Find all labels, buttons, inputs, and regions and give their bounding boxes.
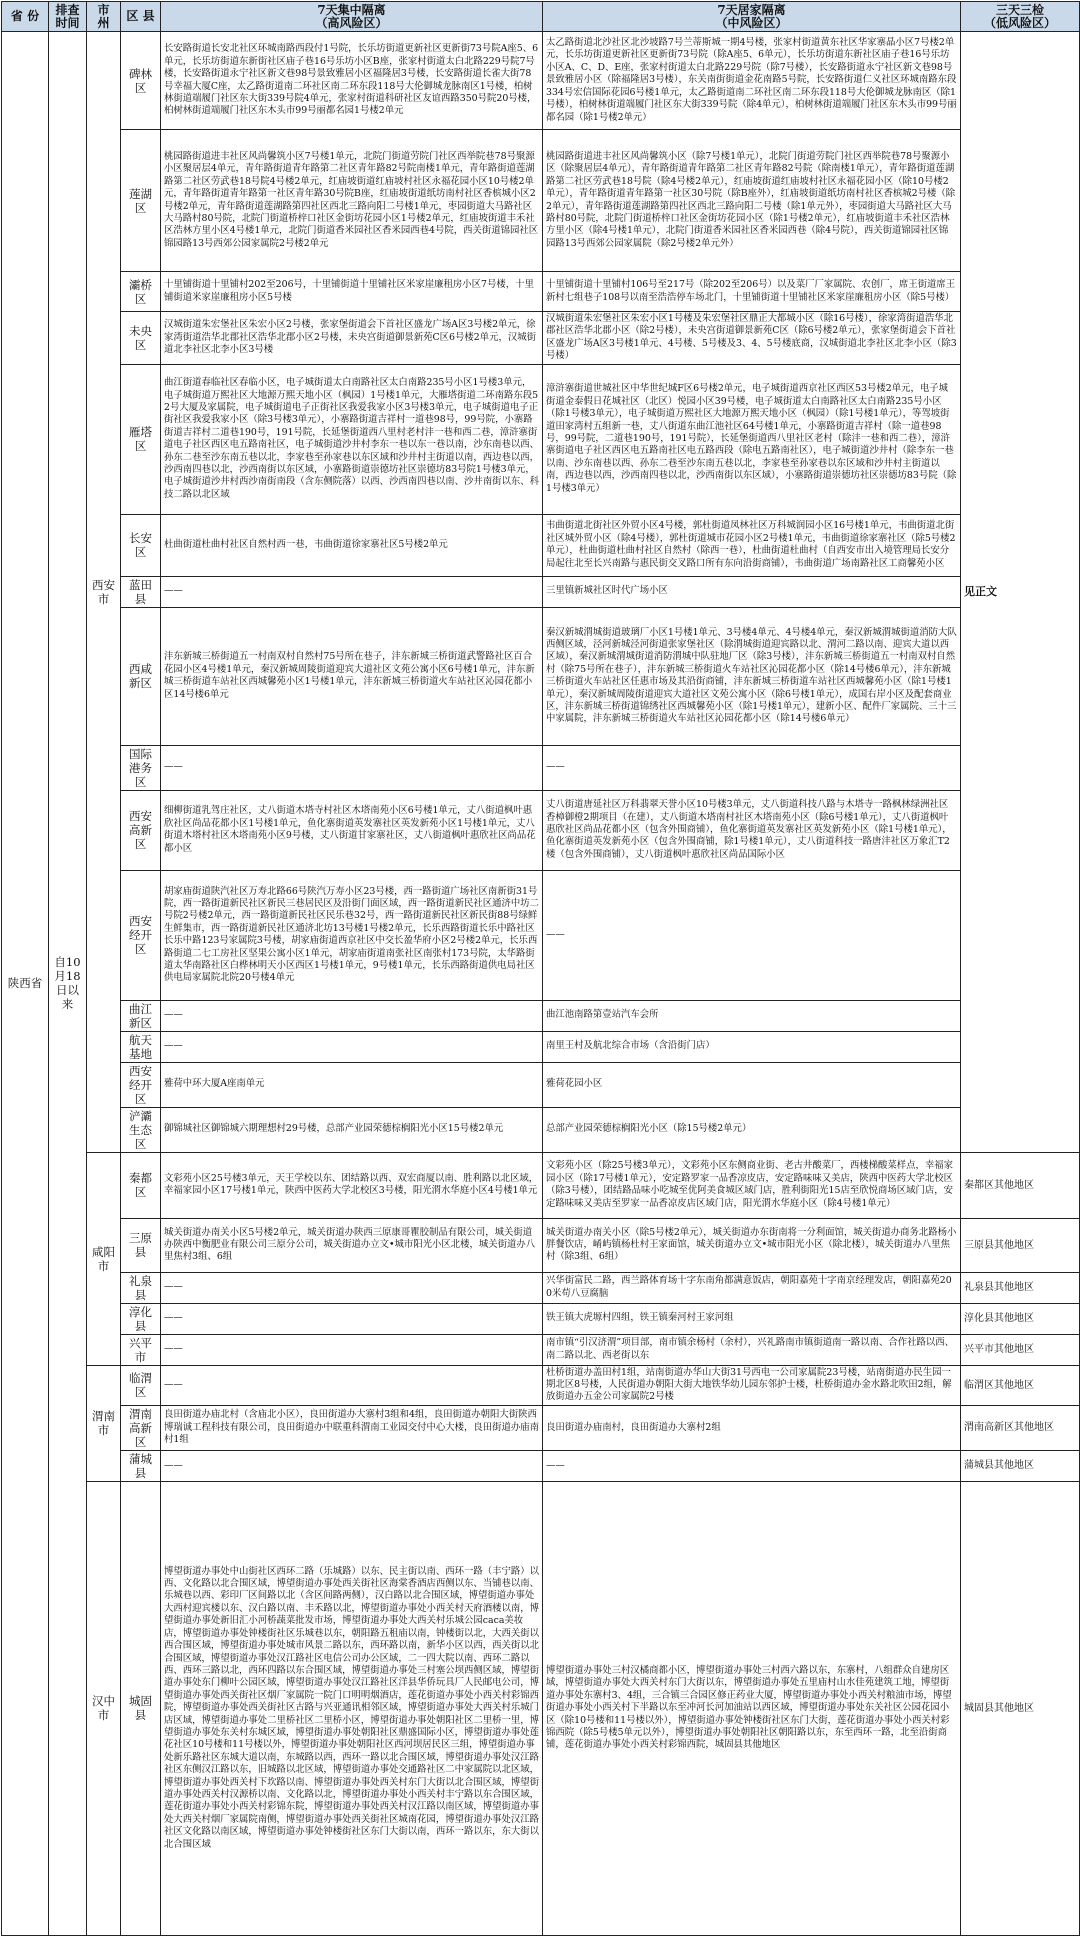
- mid-risk-cell: 杜桥街道办盖田村1组，站南街道办华山大街31号西电一公司家属院23号楼，站南街道办民生园一期北区8号楼，人民街道办朝阳大街大地铁华幼儿园东邻护士楼，杜桥街道办金水路北吹田2组，解放街道办五金公司家属院2号楼: [543, 1365, 961, 1405]
- table-row: [2, 364, 1080, 514]
- high-risk-cell: ——: [161, 1000, 543, 1031]
- district-cell: 浐灞生态区: [121, 1107, 161, 1152]
- table-row: [2, 1218, 1080, 1272]
- district-cell: 西安经开区: [121, 870, 161, 1000]
- mid-risk-cell: ——: [543, 745, 961, 790]
- header-city: 市 州: [87, 2, 121, 32]
- table-row: [2, 1365, 1080, 1405]
- mid-risk-cell: 丈八街道唐延社区万科翡翠天誉小区10号楼3单元，丈八街道科技八路与木塔寺一路枫林绿洲社区香樟御橙2期项目（在建），丈八街道木塔南村社区木塔南苑小区（除6号楼1单元），丈八街道枫叶惠欣社区尚品花都小区（包含外围商铺），鱼化寨街道英发寨社区英发新苑小区（除1号楼1单元），鱼化寨街道英发新苑小区（包含外围商铺，除1号楼1单元），丈八街道科技一路唐沣社区万象汇T2楼（包含外围商铺），丈八街道枫叶惠欣社区尚品国际小区: [543, 790, 961, 870]
- mid-risk-cell: 桃园路街道进丰社区风尚馨筑小区（除7号楼1单元），北院门街道劳院门社区西举院巷78号聚源小区（除聚居层4单元），青年路街道青年路第二社区青年路82号院（除南楼1单元），青年路街道莲湖路第二社区劳武巷18号院（除4号楼2单元），红庙坡街道红庙坡村社区永福花园小区（除10号楼2单元），青年路街道青年路第一社区30号院（除B座外），红庙坡街道纸坊南村社区香槟城2号楼（除2单元），青年路街道莲湖路第四社区西北三路向阳二号楼（除1单元外），枣园街道大马路社区大马路村80号院，北院门街道桥梓口社区金街坊花园小区（除1号楼2单元），红庙坡街道丰禾社区浩林方里小区（除4号楼1单元），北院门街道香米园社区香米园西巷（除4号院），西关街道锦园社区锦园路13号西郊公园家属院（除2号楼2单元外）: [543, 130, 961, 272]
- city-weinan: 渭南市: [87, 1365, 121, 1481]
- district-cell: 秦都区: [121, 1152, 161, 1218]
- table-row: [2, 607, 1080, 745]
- mid-risk-cell: 良田街道办庙南村，良田街道办大寨村2组: [543, 1405, 961, 1450]
- table-row: [2, 1000, 1080, 1031]
- district-cell: 蓝田县: [121, 576, 161, 607]
- district-cell: 西安经开区: [121, 1062, 161, 1107]
- high-risk-cell: ——: [161, 745, 543, 790]
- header-mid-risk: 7天居家隔离 （中风险区）: [543, 2, 961, 32]
- table-row: [2, 1272, 1080, 1303]
- mid-risk-cell: 雅荷花园小区: [543, 1062, 961, 1107]
- table-row: [2, 272, 1080, 312]
- low-risk-cell: 渭南高新区其他地区: [961, 1405, 1080, 1450]
- low-risk-cell: 秦都区其他地区: [961, 1152, 1080, 1218]
- high-risk-cell: ——: [161, 1334, 543, 1365]
- header-time: 排查时间: [49, 2, 87, 32]
- header-high-risk: 7天集中隔离 （高风险区）: [161, 2, 543, 32]
- district-cell: 莲湖区: [121, 130, 161, 272]
- table-row: [2, 870, 1080, 1000]
- table-row: [2, 1481, 1080, 1933]
- low-risk-cell: 城固县其他地区: [961, 1481, 1080, 1935]
- mid-risk-cell: 十里铺街道十里铺村106号至217号（除202至206号）以及菜厂厂家属院、农创厂，席王街道席王新村七组巷子108号以南至浩浩停车场北门，十里铺街道十里铺社区米家崖廉租房小区（除5号楼）: [543, 272, 961, 312]
- table-row: [2, 576, 1080, 607]
- table-row: [2, 1303, 1080, 1334]
- high-risk-cell: 细柳街道乳驾庄社区，丈八街道木塔寺村社区木塔南苑小区6号楼1单元，丈八街道枫叶惠欣社区尚品花都小区1号楼1单元，鱼化寨街道英发寨社区英发新苑小区1号楼1单元，丈八街道木塔村社区木塔南苑小区9号楼，丈八街道甘家寨社区，丈八街道枫叶惠欣社区尚品花都小区: [161, 790, 543, 870]
- mid-risk-cell: 南里王村及航北综合市场（含沿街门店）: [543, 1031, 961, 1062]
- table-row: [2, 1405, 1080, 1450]
- district-cell: 蒲城县: [121, 1450, 161, 1481]
- high-risk-cell: 御锦城社区御锦城六期理想村29号楼，总部产业园荣德棕榈阳光小区15号楼2单元: [161, 1107, 543, 1152]
- table-row: [2, 745, 1080, 790]
- table-row: [2, 1450, 1080, 1481]
- low-risk-cell: 临渭区其他地区: [961, 1365, 1080, 1405]
- table-row: [2, 130, 1080, 272]
- district-cell: 渭南高新区: [121, 1405, 161, 1450]
- table-row: [2, 1152, 1080, 1218]
- low-risk-cell: 兴平市其他地区: [961, 1334, 1080, 1365]
- low-risk-cell: 淳化县其他地区: [961, 1303, 1080, 1334]
- district-cell: 兴平市: [121, 1334, 161, 1365]
- high-risk-cell: 沣东新城三桥街道五一村南双村自然村75号所在巷子，沣东新城三桥街道武警路社区百合花园小区4号楼1单元，秦汉新城周陵街道迎宾大道社区文苑公寓小区6号楼1单元，沣东新城三桥街道车站社区西城馨苑小区1号楼1单元，沣东新城三桥街道火车站社区沁园花都小区14号楼6单元: [161, 607, 543, 745]
- mid-risk-cell: 城关街道办南关小区（除5号楼2单元），城关街道办东街南将一分利面馆，城关街道办商务北路杨小胖餐饮店，崤屿镇杨杜村王家面馆，城关街道办立文•城市阳光小区（除北楼），城关街道办八里焦村（除3组、6组）: [543, 1218, 961, 1272]
- mid-risk-cell: 漳浒寨街道世城社区中华世纪城F区6号楼2单元，电子城街道西京社区西区53号楼2单元，电子城街道金泰假日花城社区（北区）悦园小区39号楼，电子城街道太白南路社区太白南路235号小区（除1号楼3单元），电子城街道万熙社区大地源万熙天地小区（枫园）（除1号楼1单元），等驾坡街道田家湾村五组新一巷，丈八街道东曲江池社区64号楼1单元，小寨路街道吉祥村（除一道巷98号，99号院，二道巷190号，191号院），长延堡街道西八里社区老村（除沣一巷和西二巷），漳浒寨街道电子社区西区电五路南社区电五路西段（除电五路南社区），电子城街道沙井村（除李东一巷以南、沙东南巷以西、孙东二巷至沙东南五巷以北，李家巷至孙家巷以东区域和沙井村主街道以南，西边巷以西，沙西南四巷以北，沙西南街以东区域），小寨路街道崇德坊社区崇德坊83号院（除1号楼3单元）: [543, 364, 961, 514]
- table-row: [2, 312, 1080, 365]
- high-risk-cell: 城关街道办南关小区5号楼2单元，城关街道办陕西三原康哥瞿胶制品有限公司，城关街道办陕西中衡肥业有限公司三原分公司，城关街道办立文•城市阳光小区北楼，城关街道办八里焦村3组、6组: [161, 1218, 543, 1272]
- high-risk-cell: 文彩苑小区25号楼3单元，天王学校以东、团结路以西、双宏商厦以南、胜利路以北区域，幸福家园小区17号楼1单元，陕西中医药大学北校区3号楼，阳光渭水华庭小区4号楼1单元: [161, 1152, 543, 1218]
- city-xianyang: 咸阳市: [87, 1152, 121, 1365]
- high-risk-cell: ——: [161, 1303, 543, 1334]
- district-cell: 航天基地: [121, 1031, 161, 1062]
- table-row: [2, 1062, 1080, 1107]
- table-row: [2, 1334, 1080, 1365]
- mid-risk-cell: 曲江池南路第壹站汽车会所: [543, 1000, 961, 1031]
- header-province: 省 份: [2, 2, 49, 32]
- high-risk-cell: 胡家庙街道陕汽社区万寿北路66号陕汽万寿小区23号楼，西一路街道广场社区南新街31号院，西一路街道新民社区新民三巷居民区及沿街门面区域，西一路街道新民社区通济中坊二号院2号楼2单元，西一路街道新民社区民乐巷32号，西一路街道新民社区新民街88号绿鲜生鲜集市，西一路街道新民社区通济北坊13号楼1号楼2单元，长乐西路街道长乐中路社区长乐中路123号家属院3号楼，胡家庙街道西京社区中交长盈华府小区2号楼2单元，长乐西路街道二七工房社区坚果公寓小区1单元，胡家庙街道南张社区南张村173号院，太华路街道太华南路社区白桦林明天小区西区1号楼1单元，9号楼1单元，长乐西路街道供电局社区供电局家属院北院20号楼4单元: [161, 870, 543, 1000]
- district-cell: 雁塔区: [121, 364, 161, 514]
- district-cell: 灞桥区: [121, 272, 161, 312]
- district-cell: 未央区: [121, 312, 161, 365]
- high-risk-cell: 长安路街道长安北社区环城南路西段付1号院，长乐坊街道更新社区更新街73号院A座5、6单元，长乐坊街道东新街社区庙子巷16号乐坊小区B座，张家村街道太白北路229号院7号楼，长安路街道永宁社区新文巷98号景致雅居小区福隆居3号楼，长安路街道长雀大街78号幸福大厦C座，太乙路街道南二环社区南二环东段118号大伦御城龙脉南区1号楼，柏树林街道端履门社区东大街339号院4单元，张家村街道科研社区友谊西路350号院20号楼，柏树林街道端履门社区东木头市99号丽都名园1号楼2单元: [161, 32, 543, 130]
- mid-risk-cell: 文彩苑小区（除25号楼3单元），文彩苑小区东侧商业街、老古井酸菜厂，西楼梯酸菜样点，幸福家园小区（除17号楼1单元），安定路罗家一品香凉皮店，安定路味味又美店，陕西中医药大学北校区（除3号楼），团结路品味小吃城至优阿美食城区域门店，胜利街阳光15店至欣悦商场区域门店，安定路味味又美店至罗家一品香凉皮店区域门店，阳光渭水华庭小区（除4号楼1单元）: [543, 1152, 961, 1218]
- city-xian: 西安市: [87, 32, 121, 1153]
- mid-risk-cell: 铁王镇大虎塬村四组，铁王镇秦河村王家河组: [543, 1303, 961, 1334]
- district-cell: 西咸新区: [121, 607, 161, 745]
- mid-risk-cell: 兴华街富民二路，西兰路体育场十字东南角都满意饭店，朝阳嘉苑十字南京经理发店，朝阳嘉苑200米苟八豆腐脑: [543, 1272, 961, 1303]
- high-risk-cell: ——: [161, 1365, 543, 1405]
- high-risk-cell: 雅荷中环大厦A座南单元: [161, 1062, 543, 1107]
- table-row: [2, 790, 1080, 870]
- high-risk-cell: ——: [161, 1031, 543, 1062]
- mid-risk-cell: ——: [543, 870, 961, 1000]
- low-risk-main: 见正文: [961, 32, 1080, 1153]
- district-cell: 长安区: [121, 514, 161, 576]
- mid-risk-cell: 汉城街道朱宏堡社区朱宏小区1号楼及朱宏堡社区鼎正大都城小区（除16号楼），徐家湾街道浩华北郡社区浩华北郡小区（除2号楼），未央宫街道御景新苑C区（除6号楼2单元），张家堡街道会下首社区盛龙广场A区3号楼1单元、4号楼、5号楼及3、4、5号楼底商，汉城街道北李社区北李小区（除3号楼）: [543, 312, 961, 365]
- table-row: [2, 1031, 1080, 1062]
- table-row: [2, 1107, 1080, 1152]
- district-cell: 城固县: [121, 1481, 161, 1935]
- mid-risk-cell: 博望街道办事处三村汉橘商都小区，博望街道办事处三村西六路以东，东寨村，八组群众自建房区域，博望街道办事处大西关村东门大街以东，博望街道办事处五里庙村山水佳苑建筑工地，博望街道办事处东寨村3、4组，三合镇三合园区修正药业大厦，博望街道办事处小西关村粮油市场，博望街道办事处小西关村下半路以东至冲河长河加油站以西区域，博望街道办事处东关社区公园花园小区（除10号楼和11号楼以外），博望街道办事处钟楼街社区东门大街，莲花街道办事处小西关村彩锦西院（除5号楼5单元以外），博望街道办事处朝阳社区朝阳路以东，东至西环一路，北至沿街商铺，莲花街道办事处小西关村彩锦西院，城固县其他地区: [543, 1481, 961, 1935]
- low-risk-cell: 礼泉县其他地区: [961, 1272, 1080, 1303]
- district-cell: 三原县: [121, 1218, 161, 1272]
- table-row: [2, 32, 1080, 130]
- mid-risk-cell: 秦汉新城渭城街道玻璃厂小区1号楼1单元、3号楼4单元、4号楼4单元，秦汉新城渭城街道消防大队西侧区域，泾河新城泾河街道张家堡社区（除渭城街道迎宾路以北、渭河二路以南、迎宾大道以西区域），秦汉新城渭城街道消防渭城中队驻地厂区（除3号楼），沣东新城三桥街道五一村南双村自然村（除75号所在巷子），沣东新城三桥街道火车站社区沁园花都小区（除14号楼6单元），沣东新城三桥街道火车站社区任惠市场及其沿街商铺，沣东新城三桥街道车站社区西城馨苑小区（除1号楼1单元），秦汉新城周陵街道迎宾大道社区文苑公寓小区（除6号楼1单元），成国右岸小区及配套商业区，沣东新城三桥街道锦绣社区西城馨苑小区（除1号楼1单元），建新小区、配件厂家属院、三十三中家属院，沣东新城三桥街道火车站社区沁园花都小区（除14号楼6单元）: [543, 607, 961, 745]
- high-risk-cell: 桃园路街道进丰社区风尚馨筑小区7号楼1单元，北院门街道劳院门社区西举院巷78号聚源小区聚居层4单元，青年路街道青年路第二社区青年路82号院南楼1单元，青年路街道莲湖路第二社区劳武巷18号院4号楼2单元，红庙坡街道红庙坡村社区永福花园小区10号楼2单元，青年路街道青年路第一社区青年路30号院B座，红庙坡街道纸坊南村社区香槟城小区2号楼2单元，青年路街道莲湖路第四社区西北三路向阳二号楼1单元，枣园街道大马路社区大马路村80号院，北院门街道桥梓口社区金街坊花园小区1号楼2单元，红庙坡街道丰禾社区浩林方里小区4号楼1单元，北院门街道香米园社区香米园西巷4号院，西关街道锦园社区锦园路13号西郊公园家属院2号楼2单元: [161, 130, 543, 272]
- high-risk-cell: ——: [161, 1450, 543, 1481]
- high-risk-cell: ——: [161, 1272, 543, 1303]
- high-risk-cell: ——: [161, 576, 543, 607]
- high-risk-cell: 良田街道办庙北村（含庙北小区），良田街道办大寨村3组和4组，良田街道办朝阳大街陕西博瑞诚工程科技有限公司，良田街道办中联重科渭南工业园交付中心大楼，良田街道办庙南村1组: [161, 1405, 543, 1450]
- high-risk-cell: 杜曲街道杜曲村社区自然村西一巷，韦曲街道徐家寨社区5号楼2单元: [161, 514, 543, 576]
- district-cell: 曲江新区: [121, 1000, 161, 1031]
- table-row: [2, 514, 1080, 576]
- district-cell: 淳化县: [121, 1303, 161, 1334]
- district-cell: 国际港务区: [121, 745, 161, 790]
- header-low-risk: 三天三检 （低风险区）: [961, 2, 1080, 32]
- province-cell: 陕西省: [2, 32, 49, 1936]
- mid-risk-cell: 三里镇新城社区时代广场小区: [543, 576, 961, 607]
- mid-risk-cell: 总部产业园荣德棕榈阳光小区（除15号楼2单元）: [543, 1107, 961, 1152]
- mid-risk-cell: ——: [543, 1450, 961, 1481]
- city-hanzhong: 汉中市: [87, 1481, 121, 1935]
- mid-risk-cell: 韦曲街道北街社区外贸小区4号楼，郭杜街道凤林社区万科城润园小区16号楼1单元，韦曲街道北街社区城外贸小区（除4号楼），郭杜街道城市花园小区2号楼1单元，韦曲街道徐家寨社区（除5号楼2单元），杜曲街道杜曲村社区自然村（除西一巷），杜曲街道杜曲村（自西安市出入境管理局长安分局起往北至长兴南路与惠民街交叉路口所有东向沿街商铺），韦曲街道广场南路社区工商馨苑小区: [543, 514, 961, 576]
- mid-risk-cell: 南市镇“引汉济渭”项目部，南市镇余杨村（余村），兴礼路南市镇街道南一路以南、合作社路以西、南二路以北、西老街以东: [543, 1334, 961, 1365]
- district-cell: 临渭区: [121, 1365, 161, 1405]
- high-risk-cell: 博望街道办事处中山街社区西环二路（乐城路）以东、民主街以南、西环一路（丰宁路）以西、文化路以北合围区域，博望街道办事处西关街社区海棠香酒店西侧以东、当铺巷以南、乐城巷以西、彩印厂区间路以北（含区间路两侧），汉白路以北合围区域，博望街道办事处大西村迎宾楼以东、汉白路以南、丰禾路以北，博望街道办事处小西关村天府酒楼以南，博望街道办事处新旧汇小河桥蔬菜批发市场，博望街道办事处大西关村乐城公园caca美妆店，博望街道办事处钟楼街社区乐城巷以东，朝阳路五租庙以南，钟楼街以北，大西关街以西合围区域，博望街道办事处城市风景二路以东，西环路以南，新华小区以西，西关街以北合围区域，博望街道办事处汉江路社区电信公司办公区域，二一四大院以南、西环二路以西、西环三路以北，西环四路以东合围区域，博望街道办事处三村塞公坝西侧区域，博望街道办事处东门柳叶公园区域，博望街道办事处汉江路社区洋县华侨玩具厂人民邮电公司，博望街道办事处西关街社区烟厂家属院一院门口明明烟酒店，莲花街道办事处小西关村彩锦西院，博望街道办事处西关街社区古路与兴亚通讯相邻区域，博望街道办事处大西关村乐城门店区域，博望街道办事处二里桥社区二里桥小区，博望街道办事处朝阳社区二里桥一里，博望街道办事处东关村东城区域，博望街道办事处朝阳社区鼎盛国际小区，博望街道办事处莲花社区10号楼和11号楼以外，博望街道办事处朝阳社区西河坝居民区三组，博望街道办事处新乐路社区东城大道以南，东城路以西，西环一路以北合围区域，博望街道办事处汉江路社区东侧汉江路以东，旧城路以北区域，博望街道办事处交通路社区二中家属院以北区域，博望街道办事处西关村下坎路以南、博望街道办事处西关村东门大街以北合围区域，博望街道办事处西关村汉源桥以南、文化路以北，博望街道办事处小西关村丰宁路以东合围区域，莲花街道办事处小西关村彩锦东院，博望街道办事处西关村汉江路以南区域，博望街道办事处大西关村烟厂家属院南侧，博望街道办事处西关街社区城南花园，博望街道办事处汉江路社区文化路以南区域，博望街道办事处钟楼街社区东门大街以南，西环一路以东，东大街以北合围区域: [161, 1481, 543, 1935]
- high-risk-cell: 十里铺街道十里铺村202至206号，十里铺街道十里铺社区米家崖廉租房小区7号楼，十里铺街道米家崖廉租房小区5号楼: [161, 272, 543, 312]
- high-risk-cell: 汉城街道朱宏堡社区朱宏小区2号楼，张家堡街道会下首社区盛龙广场A区3号楼2单元，徐家湾街道浩华北郡社区浩华北郡小区2号楼，未央宫街道御景新苑C区6号楼2单元，汉城街道北李社区北李小区3号楼: [161, 312, 543, 365]
- district-cell: 西安高新区: [121, 790, 161, 870]
- district-cell: 礼泉县: [121, 1272, 161, 1303]
- low-risk-cell: 蒲城县其他地区: [961, 1450, 1080, 1481]
- risk-area-table: [1, 1, 1080, 1936]
- time-cell: 自10月18日以来: [49, 32, 87, 1936]
- mid-risk-cell: 太乙路街道北沙社区北沙坡路7号兰蒂斯城一期4号楼，张家村街道黄东社区华家寨晶小区7号楼2单元，长乐坊街道更新社区更新街73号院（除A座5、6单元），长乐坊街道东新社区庙子巷16号乐坊小区A、C、D、E座，张家村街道太白北路229号院（除7号楼），长安路街道永宁社区新文巷98号景致雅居小区（除福隆居3号楼），东关南街街道金花南路5号院，长安路街道仁义社区环城南路东段334号宏信国际花园6号楼1单元，太乙路街道南二环社区南二环东段118号大伦御城龙脉南区（除1号楼），柏树林街道端履门社区东大街339号院（除4单元），柏树林街道端履门社区东木头市99号丽都名园（除1号楼2单元）: [543, 32, 961, 130]
- low-risk-cell: 三原县其他地区: [961, 1218, 1080, 1272]
- high-risk-cell: 曲江街道春临社区春临小区，电子城街道太白南路社区太白南路235号小区1号楼3单元，电子城街道万熙社区大地源万熙天地小区（枫园）1号楼1单元，大雁塔街道二环南路东段52号大厦及家属院，电子城街道电子正街社区我爱我家小区3号楼3单元，电子城街道电子正街社区我爱我家小区（除3号楼3单元），小寨路街道吉祥村一道巷98号，99号院，小寨路街道吉祥村二道巷190号，191号院，长延堡街道西八里村老村沣一巷和西二巷，漳浒寨街道电子社区西区电五路南社区，电子城街道沙井村李东一巷以东一巷以南，沙东南巷以西、孙东二巷至沙东南五巷以北，李家巷至孙家巷以东区域和沙井村主街道以南，西边巷以西，沙西南四巷以北，沙西南街以东区域，小寨路街道崇德坊社区崇德坊83号院1号楼3单元，电子城街道沙井村西沙南街南段（含东侧院落）以西、沙西南四巷以南、沙井南街以东、科技二路以北区域: [161, 364, 543, 514]
- header-district: 区 县: [121, 2, 161, 32]
- district-cell: 碑林区: [121, 32, 161, 130]
